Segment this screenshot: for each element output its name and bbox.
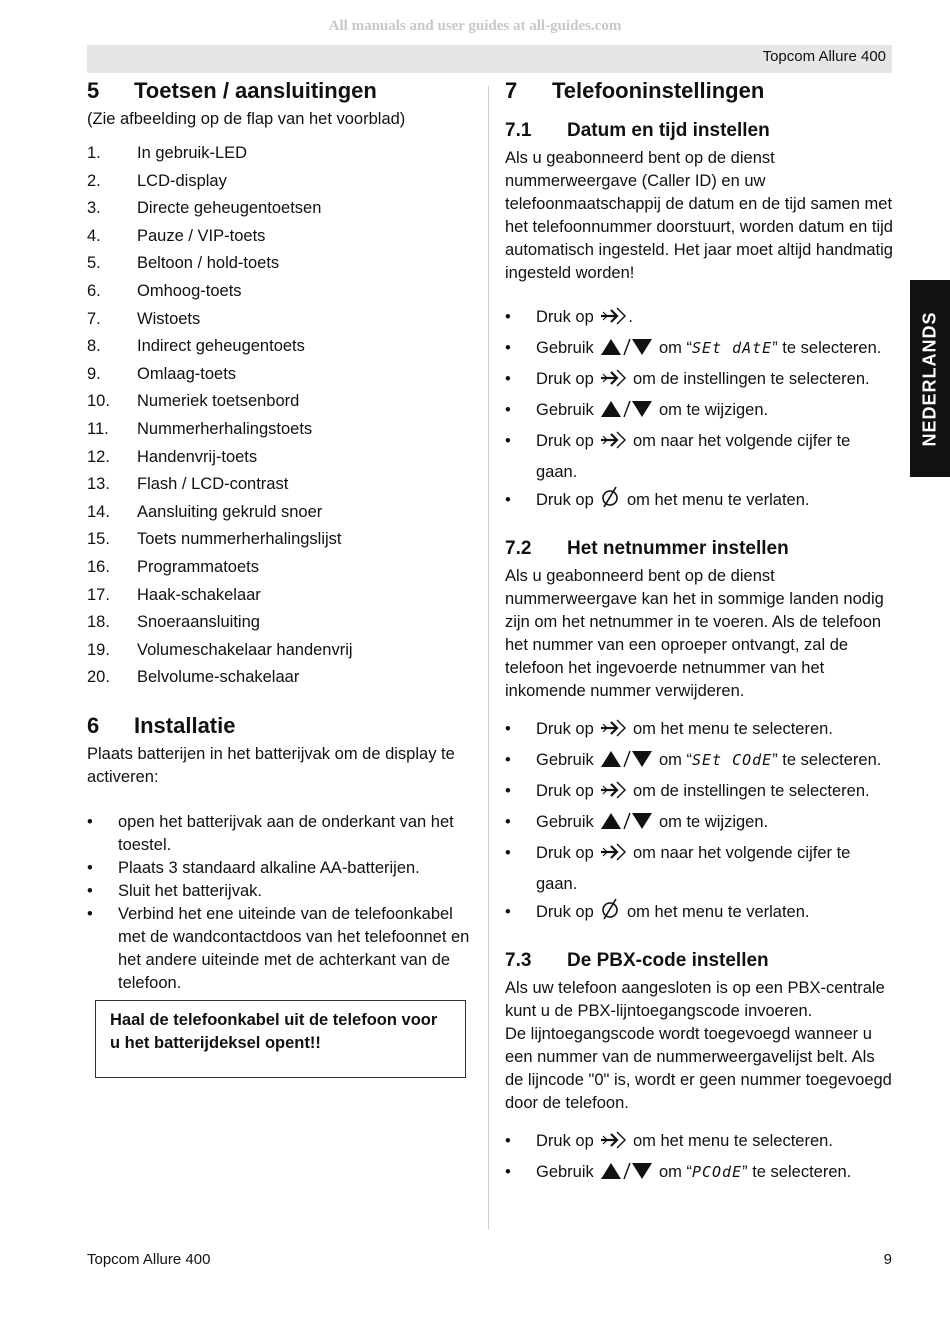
list-item: [87, 584, 477, 612]
list-item: [87, 280, 477, 308]
list-item: [87, 528, 477, 556]
list-item: • Gebruik om “SEt COdE” te selecteren.: [505, 746, 895, 777]
item-label: Numeriek toetsenbord: [137, 392, 300, 411]
lcd-text: PCOdE: [691, 1163, 743, 1181]
subsection-title: Het netnummer instellen: [567, 538, 789, 559]
up-down-arrows-icon: [600, 749, 652, 777]
list-item: [87, 666, 477, 694]
item-number: 5.: [87, 254, 101, 273]
warning-text: Haal de telefoonkabel uit de telefoon voor u het batterijdeksel opent!!: [110, 1011, 438, 1052]
subsection-title: De PBX-code instellen: [567, 950, 769, 971]
item-label: Flash / LCD-contrast: [137, 475, 289, 494]
section-5-subtitle: (Zie afbeelding op de flap van het voorblad): [87, 110, 406, 128]
footer-product: Topcom Allure 400: [87, 1251, 211, 1268]
item-number: 4.: [87, 226, 101, 245]
list-item: • Druk op om naar het volgende cijfer te gaan.: [505, 844, 851, 893]
header-bar: [87, 45, 892, 73]
list-item: [87, 308, 477, 336]
list-item: [87, 501, 477, 529]
item-number: 17.: [87, 585, 110, 604]
item-label: Beltoon / hold-toets: [137, 254, 280, 273]
section-7-1-steps: [505, 303, 895, 517]
list-item: • Gebruik om “PCOdE” te selecteren.: [505, 1158, 895, 1189]
section-7-2-body: Als u geabonneerd bent op de dienst nummerweergave kan het in sommige landen nodig zijn om het netnummer in te voeren. Als de telefoon het nummer van een oproeper ontvangt, zal de telefoon het ingevoerde netnummer van het inkomende nummer verwijderen.: [505, 567, 884, 700]
exit-slash-icon: [600, 898, 620, 929]
list-item: [87, 473, 477, 501]
subsection-number: 7.1: [505, 120, 532, 141]
list-item: • Gebruik om te wijzigen.: [505, 396, 895, 427]
item-number: 14.: [87, 502, 110, 521]
language-tab-label: NEDERLANDS: [919, 310, 940, 447]
keys-list: [87, 142, 477, 694]
item-label: Haak-schakelaar: [137, 585, 261, 604]
section-title: Telefooninstellingen: [552, 78, 765, 103]
list-item: [87, 335, 477, 363]
item-label: Toets nummerherhalingslijst: [137, 530, 342, 549]
list-item: • Verbind het ene uiteinde van de telefoonkabel met de wandcontactdoos van het telefoonnet en het andere uiteinde met de achterkant van de telefoon.: [87, 904, 470, 992]
section-title: Toetsen / aansluitingen: [134, 78, 377, 103]
list-item: [87, 639, 477, 667]
item-number: 9.: [87, 364, 101, 383]
item-number: 20.: [87, 668, 110, 687]
item-number: 6.: [87, 281, 101, 300]
item-number: 13.: [87, 475, 110, 494]
list-item: [87, 556, 477, 584]
list-item: [87, 252, 477, 280]
list-item: [87, 197, 477, 225]
lcd-text: SEt COdE: [691, 751, 773, 769]
list-item: • Druk op om het menu te selecteren.: [505, 1127, 895, 1158]
list-item: • Druk op om de instellingen te selecteren.: [505, 777, 895, 808]
item-label: Nummerherhalingstoets: [137, 419, 313, 438]
item-label: Directe geheugentoetsen: [137, 199, 322, 218]
list-item: • Gebruik om te wijzigen.: [505, 808, 895, 839]
section-7-1-heading: [505, 120, 895, 147]
up-down-arrows-icon: [600, 811, 652, 839]
section-7-heading: [505, 78, 895, 108]
list-item: [87, 225, 477, 253]
item-number: 15.: [87, 530, 110, 549]
item-label: Omlaag-toets: [137, 364, 237, 383]
column-divider: [488, 86, 489, 1230]
list-item: [87, 418, 477, 446]
item-label: Aansluiting gekruld snoer: [137, 502, 323, 521]
item-label: In gebruik-LED: [137, 144, 248, 162]
item-label: Pauze / VIP-toets: [137, 226, 266, 245]
section-7-2-steps: [505, 715, 895, 929]
language-tab: [910, 280, 950, 477]
list-item: • Sluit het batterijvak.: [87, 881, 262, 900]
item-label: Programmatoets: [137, 557, 259, 576]
item-label: Omhoog-toets: [137, 281, 242, 300]
warning-box: [95, 1000, 466, 1078]
section-title: Installatie: [134, 712, 236, 738]
item-number: 11.: [87, 419, 109, 438]
item-number: 16.: [87, 557, 110, 576]
section-7-3-body-2: De lijntoegangscode wordt toegevoegd wanneer u een nummer van de nummerweergavelijst belt. Als de lijncode "0" is, wordt er geen nummer toegevoegd door de telefoon.: [505, 1025, 892, 1112]
section-number: 6: [87, 712, 100, 738]
up-down-arrows-icon: [600, 337, 652, 365]
section-7-2-heading: [505, 538, 895, 565]
page-number: 9: [883, 1251, 892, 1268]
list-item: • Druk op om het menu te verlaten.: [505, 898, 895, 929]
item-label: Indirect geheugentoets: [137, 337, 305, 356]
section-6-heading: [87, 713, 477, 743]
menu-arrow-icon: [600, 780, 626, 808]
header-title: Topcom Allure 400: [762, 48, 886, 65]
list-item: [87, 446, 477, 474]
item-number: 7.: [87, 309, 101, 328]
menu-arrow-icon: [600, 1130, 626, 1158]
up-down-arrows-icon: [600, 399, 652, 427]
list-item: • Druk op om het menu te verlaten.: [505, 486, 895, 517]
install-list: [87, 811, 477, 995]
watermark: All manuals and user guides at all-guides.com: [328, 18, 622, 34]
list-item: [87, 142, 477, 170]
lcd-text: SEt dAtE: [691, 339, 773, 357]
left-column: [87, 78, 477, 1052]
section-number: 5: [87, 78, 100, 103]
item-label: Snoeraansluiting: [137, 613, 260, 632]
item-label: Belvolume-schakelaar: [137, 668, 300, 687]
list-item: • Druk op om het menu te selecteren.: [505, 715, 895, 746]
menu-arrow-icon: [600, 368, 626, 396]
list-item: • Druk op .: [505, 303, 895, 334]
up-down-arrows-icon: [600, 1161, 652, 1189]
menu-arrow-icon: [600, 718, 626, 746]
list-item: • Druk op om de instellingen te selecteren.: [505, 365, 895, 396]
list-item: • open het batterijvak aan de onderkant van het toestel.: [87, 812, 454, 854]
list-item: • Plaats 3 standaard alkaline AA-batterijen.: [87, 858, 420, 877]
section-number: 7: [505, 78, 518, 103]
subsection-number: 7.3: [505, 950, 532, 971]
list-item: [87, 170, 477, 198]
section-7-1-body: Als u geabonneerd bent op de dienst nummerweergave (Caller ID) en uw telefoonmaatschappij de datum en de tijd samen met het telefoonnummer doorstuurt, worden datum en tijd automatisch ingesteld. Het jaar moet altijd handmatig ingesteld worden!: [505, 149, 893, 282]
item-label: LCD-display: [137, 171, 227, 190]
item-label: Handenvrij-toets: [137, 447, 258, 466]
menu-arrow-icon: [600, 842, 626, 870]
subsection-number: 7.2: [505, 538, 532, 559]
section-5-heading: [87, 78, 477, 108]
item-number: 19.: [87, 640, 110, 659]
list-item: [87, 363, 477, 391]
item-number: 10.: [87, 392, 110, 411]
item-number: 3.: [87, 199, 101, 218]
list-item: [87, 611, 477, 639]
list-item: • Druk op om naar het volgende cijfer te gaan.: [505, 432, 851, 481]
section-7-3-body-1: Als uw telefoon aangesloten is op een PBX-centrale kunt u de PBX-lijntoegangscode invoeren.: [505, 979, 885, 1020]
section-6-intro: Plaats batterijen in het batterijvak om de display te activeren:: [87, 744, 455, 786]
section-7-3-steps: [505, 1127, 895, 1189]
item-number: 12.: [87, 447, 110, 466]
item-number: 2.: [87, 171, 101, 190]
list-item: [87, 390, 477, 418]
item-number: 8.: [87, 337, 101, 356]
menu-arrow-icon: [600, 306, 626, 334]
item-number: 1.: [87, 144, 101, 162]
item-label: Volumeschakelaar handenvrij: [137, 640, 353, 659]
list-item: • Gebruik om “SEt dAtE” te selecteren.: [505, 334, 895, 365]
subsection-title: Datum en tijd instellen: [567, 120, 770, 141]
right-column: [505, 78, 895, 1189]
exit-slash-icon: [600, 486, 620, 517]
section-7-3-heading: [505, 950, 895, 977]
item-label: Wistoets: [137, 309, 201, 328]
item-number: 18.: [87, 613, 110, 632]
menu-arrow-icon: [600, 430, 626, 458]
